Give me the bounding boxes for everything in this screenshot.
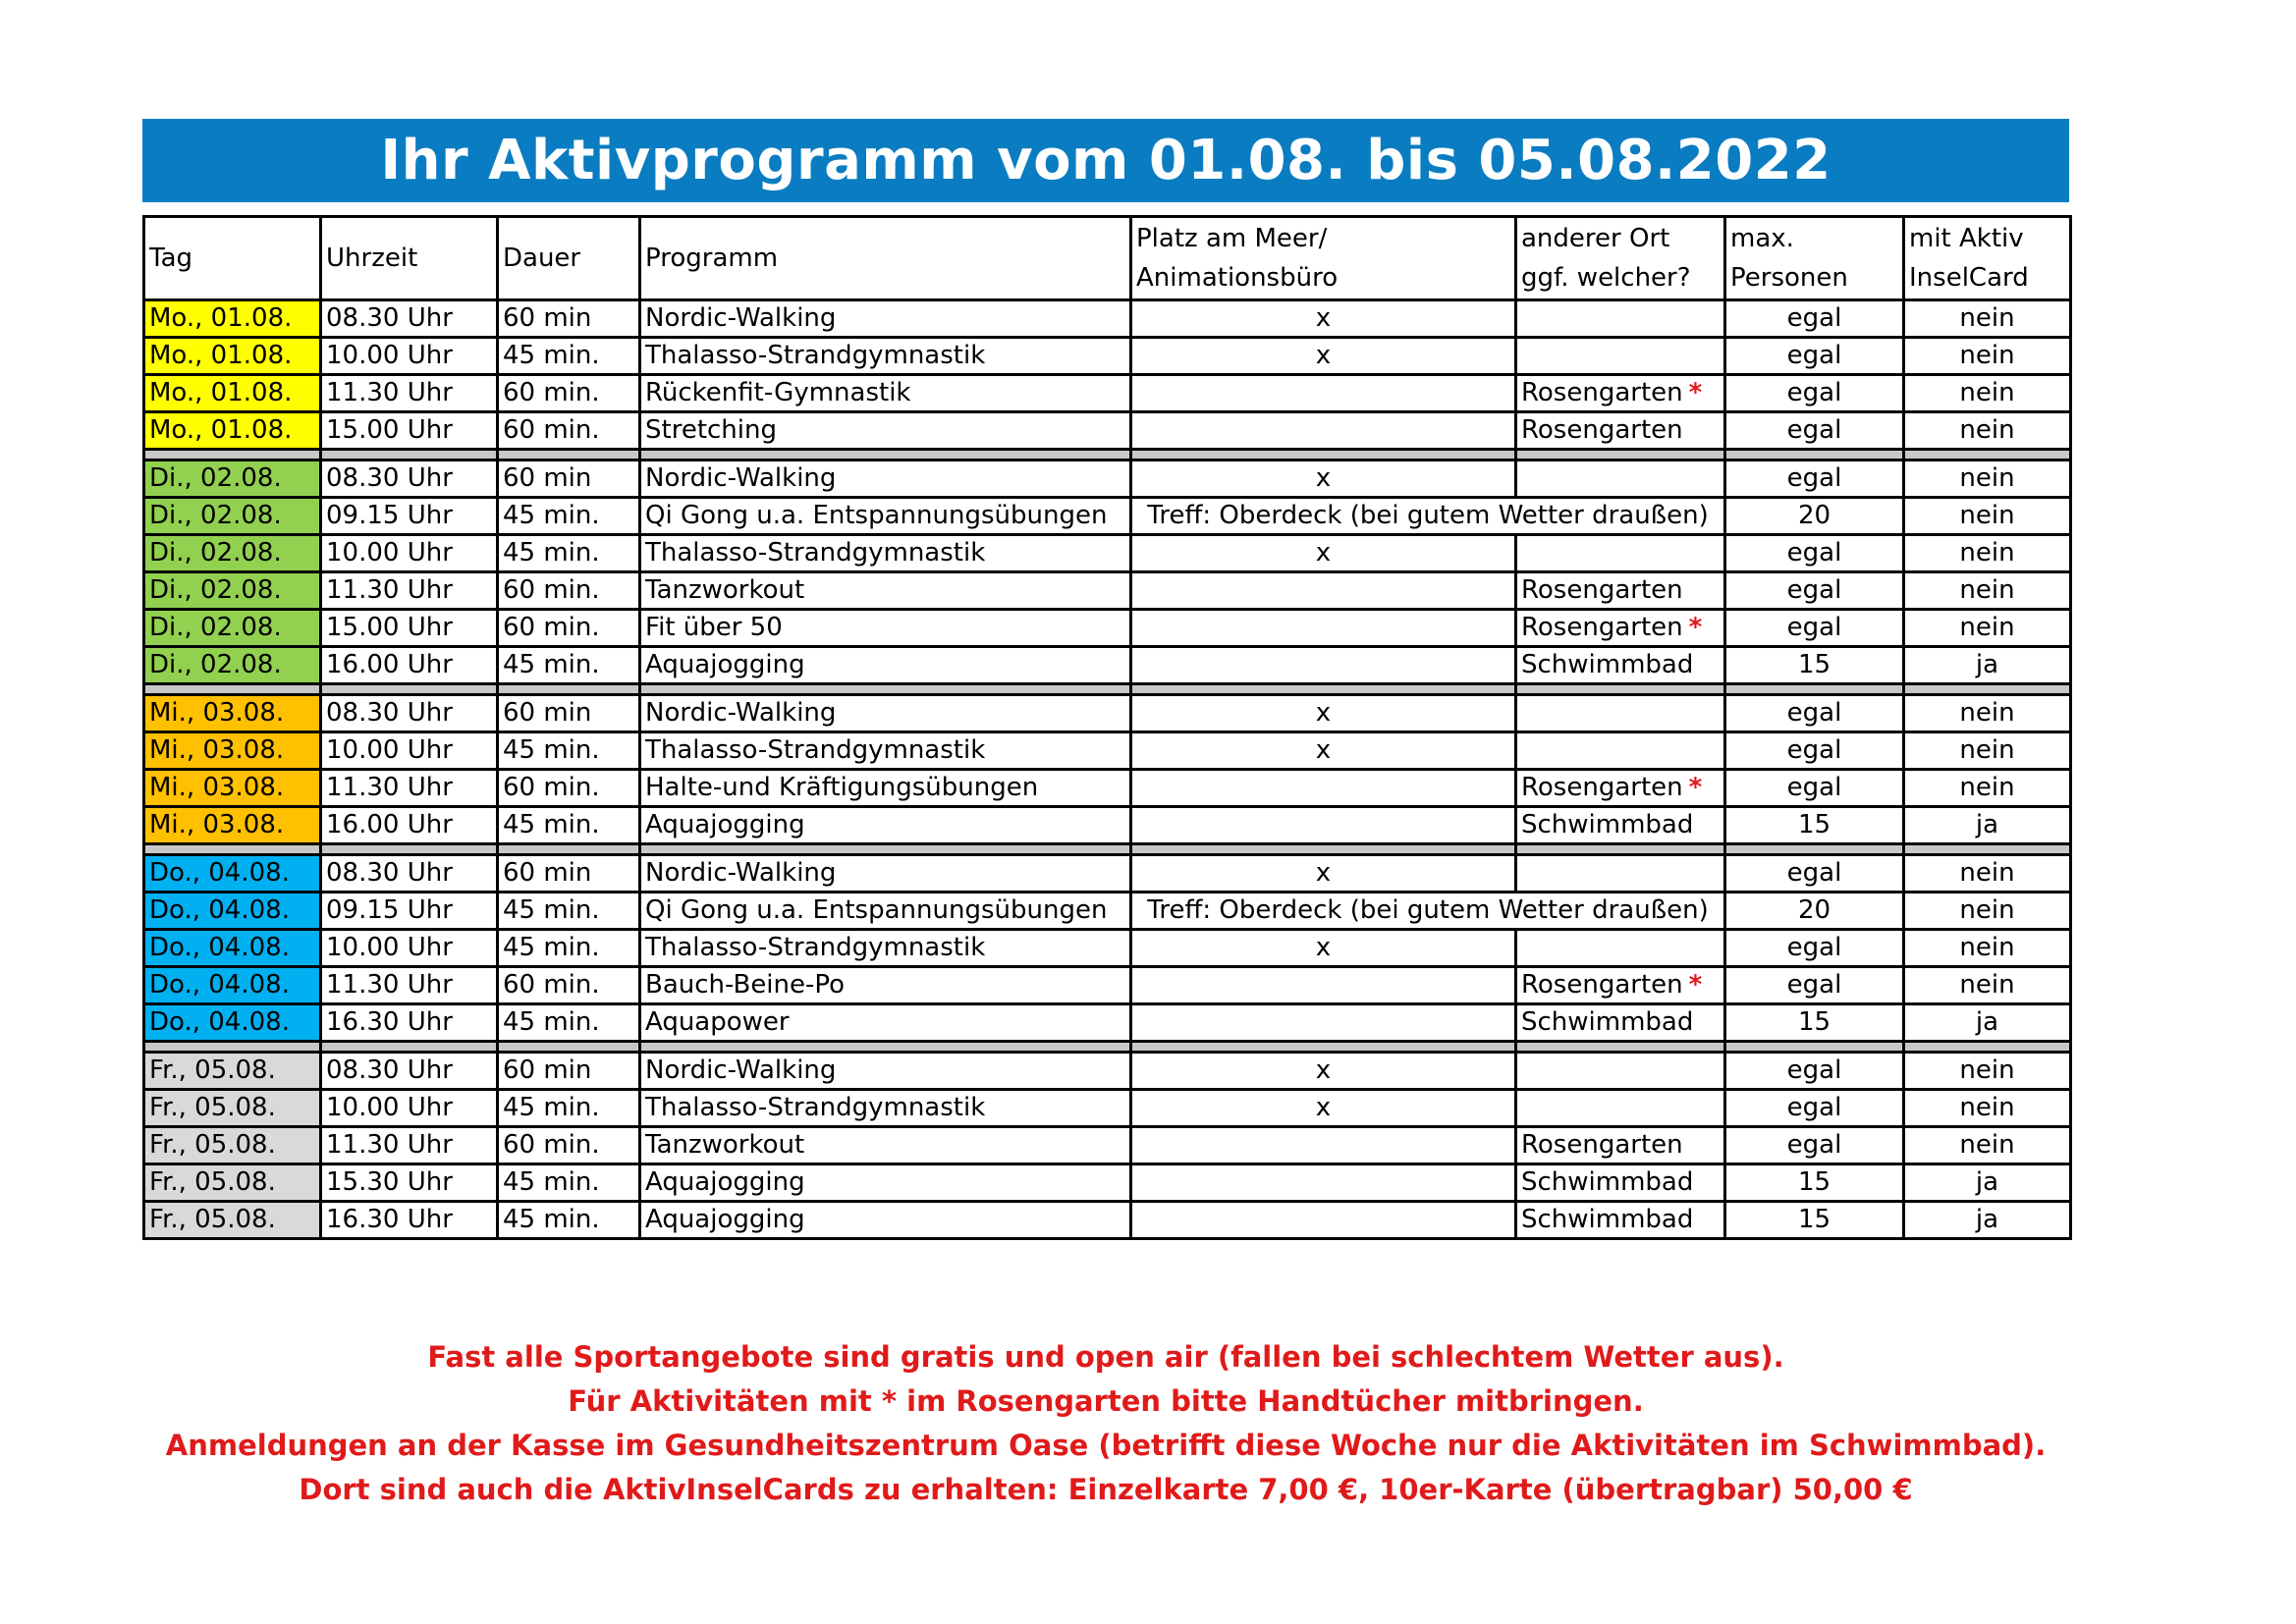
duration-cell: 60 min.	[498, 375, 640, 412]
location-cell	[1516, 1053, 1725, 1090]
location-cell	[1516, 1164, 1725, 1202]
insel-card-cell: nein	[1904, 375, 2071, 412]
separator-cell	[1131, 450, 1516, 460]
program-cell: Nordic-Walking	[640, 855, 1131, 893]
time-cell: 16.30 Uhr	[321, 1004, 498, 1042]
day-cell: Mi., 03.08.	[144, 695, 321, 732]
separator-cell	[498, 1042, 640, 1053]
day-separator	[144, 450, 2071, 460]
duration-cell: 60 min	[498, 460, 640, 498]
table-row	[144, 1164, 2071, 1202]
separator-cell	[144, 684, 321, 695]
table-row	[144, 1202, 2071, 1239]
separator-cell	[1904, 1042, 2071, 1053]
separator-cell	[498, 844, 640, 855]
program-cell: Qi Gong u.a. Entspannungsübungen	[640, 498, 1131, 535]
notes	[142, 1335, 2069, 1512]
day-cell: Do., 04.08.	[144, 855, 321, 893]
platz-cell: x	[1131, 930, 1516, 967]
max-persons-cell: 15	[1725, 1164, 1904, 1202]
insel-card-cell: nein	[1904, 695, 2071, 732]
platz-cell	[1131, 375, 1516, 412]
program-cell: Thalasso-Strandgymnastik	[640, 535, 1131, 572]
location-cell	[1516, 412, 1725, 450]
time-cell: 11.30 Uhr	[321, 375, 498, 412]
day-cell: Do., 04.08.	[144, 967, 321, 1004]
location-cell	[1516, 1202, 1725, 1239]
location-label: Schwimmbad	[1521, 810, 1694, 839]
location-cell	[1516, 460, 1725, 498]
location-cell	[1516, 1004, 1725, 1042]
separator-cell	[640, 1042, 1131, 1053]
day-cell: Di., 02.08.	[144, 610, 321, 647]
insel-card-cell: nein	[1904, 610, 2071, 647]
duration-cell: 45 min.	[498, 1090, 640, 1127]
program-cell: Halte-und Kräftigungsübungen	[640, 770, 1131, 807]
max-persons-cell: egal	[1725, 732, 1904, 770]
separator-cell	[1904, 450, 2071, 460]
platz-cell	[1131, 807, 1516, 844]
day-cell: Do., 04.08.	[144, 930, 321, 967]
duration-cell: 45 min.	[498, 535, 640, 572]
header-tag: Tag	[144, 217, 321, 300]
location-cell	[1516, 300, 1725, 338]
note-line: Dort sind auch die AktivInselCards zu erhalten: Einzelkarte 7,00 €, 10er-Karte (übertragbar) 50,00 €	[299, 1473, 1913, 1506]
day-cell: Mo., 01.08.	[144, 375, 321, 412]
day-cell: Di., 02.08.	[144, 572, 321, 610]
day-cell: Di., 02.08.	[144, 498, 321, 535]
insel-card-cell: nein	[1904, 535, 2071, 572]
time-cell: 08.30 Uhr	[321, 300, 498, 338]
platz-cell	[1131, 1127, 1516, 1164]
header-row	[144, 217, 2071, 300]
max-persons-cell: egal	[1725, 375, 1904, 412]
table-row	[144, 893, 2071, 930]
time-cell: 10.00 Uhr	[321, 930, 498, 967]
table-row	[144, 338, 2071, 375]
duration-cell: 60 min.	[498, 770, 640, 807]
max-persons-cell: 15	[1725, 807, 1904, 844]
location-label: Rosengarten	[1521, 378, 1683, 407]
location-cell	[1516, 807, 1725, 844]
location-label: Rosengarten	[1521, 575, 1683, 605]
program-cell: Rückenfit-Gymnastik	[640, 375, 1131, 412]
program-cell: Qi Gong u.a. Entspannungsübungen	[640, 893, 1131, 930]
day-cell: Fr., 05.08.	[144, 1202, 321, 1239]
program-cell: Thalasso-Strandgymnastik	[640, 1090, 1131, 1127]
separator-cell	[1131, 844, 1516, 855]
separator-cell	[1516, 684, 1725, 695]
insel-card-cell: nein	[1904, 1090, 2071, 1127]
max-persons-cell: egal	[1725, 930, 1904, 967]
time-cell: 16.00 Uhr	[321, 807, 498, 844]
duration-cell: 45 min.	[498, 1004, 640, 1042]
header-dauer: Dauer	[498, 217, 640, 300]
separator-cell	[1516, 1042, 1725, 1053]
separator-cell	[1725, 450, 1904, 460]
location-label: Rosengarten	[1521, 1130, 1683, 1160]
duration-cell: 45 min.	[498, 338, 640, 375]
location-cell	[1516, 930, 1725, 967]
duration-cell: 60 min.	[498, 412, 640, 450]
max-persons-cell: egal	[1725, 572, 1904, 610]
table-row	[144, 610, 2071, 647]
separator-cell	[640, 450, 1131, 460]
towel-required-marker: *	[1688, 773, 1703, 802]
separator-cell	[144, 450, 321, 460]
day-cell: Di., 02.08.	[144, 535, 321, 572]
max-persons-cell: egal	[1725, 412, 1904, 450]
day-cell: Di., 02.08.	[144, 460, 321, 498]
max-persons-cell: egal	[1725, 770, 1904, 807]
separator-cell	[640, 844, 1131, 855]
max-persons-cell: egal	[1725, 338, 1904, 375]
separator-cell	[321, 684, 498, 695]
table-row	[144, 460, 2071, 498]
day-cell: Do., 04.08.	[144, 893, 321, 930]
day-cell: Mi., 03.08.	[144, 807, 321, 844]
time-cell: 09.15 Uhr	[321, 893, 498, 930]
day-cell: Di., 02.08.	[144, 647, 321, 684]
table-row	[144, 930, 2071, 967]
insel-card-cell: nein	[1904, 412, 2071, 450]
duration-cell: 45 min.	[498, 893, 640, 930]
separator-cell	[144, 1042, 321, 1053]
duration-cell: 60 min.	[498, 572, 640, 610]
platz-cell: x	[1131, 300, 1516, 338]
separator-cell	[1725, 1042, 1904, 1053]
program-cell: Thalasso-Strandgymnastik	[640, 930, 1131, 967]
separator-cell	[1131, 1042, 1516, 1053]
location-cell	[1516, 535, 1725, 572]
platz-cell	[1131, 770, 1516, 807]
note-line: Für Aktivitäten mit * im Rosengarten bitte Handtücher mitbringen.	[568, 1384, 1644, 1418]
program-cell: Bauch-Beine-Po	[640, 967, 1131, 1004]
platz-cell	[1131, 967, 1516, 1004]
insel-card-cell: nein	[1904, 460, 2071, 498]
table-row	[144, 535, 2071, 572]
note-line: Anmeldungen an der Kasse im Gesundheitszentrum Oase (betrifft diese Woche nur die Aktivitäten im Schwimmbad).	[165, 1429, 2047, 1462]
program-cell: Nordic-Walking	[640, 1053, 1131, 1090]
table-row	[144, 1090, 2071, 1127]
day-cell: Fr., 05.08.	[144, 1127, 321, 1164]
towel-required-marker: *	[1688, 378, 1703, 407]
insel-card-cell: nein	[1904, 1127, 2071, 1164]
table-row	[144, 695, 2071, 732]
location-label: Schwimmbad	[1521, 650, 1694, 679]
duration-cell: 60 min.	[498, 1127, 640, 1164]
separator-cell	[1516, 844, 1725, 855]
program-cell: Nordic-Walking	[640, 695, 1131, 732]
header-uhrzeit: Uhrzeit	[321, 217, 498, 300]
insel-card-cell: nein	[1904, 893, 2071, 930]
duration-cell: 60 min	[498, 300, 640, 338]
time-cell: 11.30 Uhr	[321, 967, 498, 1004]
separator-cell	[1516, 450, 1725, 460]
location-cell	[1516, 1090, 1725, 1127]
page-title: Ihr Aktivprogramm vom 01.08. bis 05.08.2022	[142, 119, 2069, 202]
platz-cell: x	[1131, 535, 1516, 572]
program-cell: Nordic-Walking	[640, 460, 1131, 498]
location-cell	[1516, 572, 1725, 610]
platz-cell: x	[1131, 1090, 1516, 1127]
insel-card-cell: nein	[1904, 572, 2071, 610]
duration-cell: 45 min.	[498, 647, 640, 684]
header-ort: anderer Ort ggf. welcher?	[1516, 217, 1725, 300]
schedule-table	[142, 215, 2072, 1240]
max-persons-cell: egal	[1725, 300, 1904, 338]
header-max: max. Personen	[1725, 217, 1904, 300]
platz-cell: x	[1131, 1053, 1516, 1090]
day-separator	[144, 1042, 2071, 1053]
platz-cell	[1131, 647, 1516, 684]
separator-cell	[1725, 684, 1904, 695]
insel-card-cell: ja	[1904, 1164, 2071, 1202]
insel-card-cell: ja	[1904, 1004, 2071, 1042]
location-cell	[1516, 375, 1725, 412]
max-persons-cell: egal	[1725, 610, 1904, 647]
table-row	[144, 572, 2071, 610]
day-cell: Fr., 05.08.	[144, 1090, 321, 1127]
program-cell: Fit über 50	[640, 610, 1131, 647]
location-label: Rosengarten	[1521, 773, 1683, 802]
time-cell: 10.00 Uhr	[321, 732, 498, 770]
day-cell: Mi., 03.08.	[144, 732, 321, 770]
table-row	[144, 1127, 2071, 1164]
note-line: Fast alle Sportangebote sind gratis und open air (fallen bei schlechtem Wetter aus).	[427, 1340, 1784, 1374]
max-persons-cell: 20	[1725, 893, 1904, 930]
table-row	[144, 375, 2071, 412]
insel-card-cell: nein	[1904, 930, 2071, 967]
meeting-point-cell: Treff: Oberdeck (bei gutem Wetter draußen)	[1131, 498, 1725, 535]
max-persons-cell: egal	[1725, 1127, 1904, 1164]
time-cell: 16.30 Uhr	[321, 1202, 498, 1239]
time-cell: 11.30 Uhr	[321, 770, 498, 807]
duration-cell: 45 min.	[498, 1164, 640, 1202]
table-row	[144, 855, 2071, 893]
towel-required-marker: *	[1688, 970, 1703, 1000]
day-cell: Do., 04.08.	[144, 1004, 321, 1042]
schedule-body	[144, 300, 2071, 1239]
platz-cell	[1131, 572, 1516, 610]
location-cell	[1516, 770, 1725, 807]
insel-card-cell: ja	[1904, 807, 2071, 844]
day-cell: Mo., 01.08.	[144, 338, 321, 375]
time-cell: 08.30 Uhr	[321, 460, 498, 498]
max-persons-cell: egal	[1725, 967, 1904, 1004]
table-row	[144, 1004, 2071, 1042]
time-cell: 10.00 Uhr	[321, 535, 498, 572]
max-persons-cell: 15	[1725, 647, 1904, 684]
table-row	[144, 732, 2071, 770]
time-cell: 08.30 Uhr	[321, 855, 498, 893]
max-persons-cell: egal	[1725, 695, 1904, 732]
max-persons-cell: egal	[1725, 1053, 1904, 1090]
location-label: Rosengarten	[1521, 415, 1683, 445]
duration-cell: 60 min	[498, 855, 640, 893]
max-persons-cell: egal	[1725, 460, 1904, 498]
separator-cell	[640, 684, 1131, 695]
platz-cell	[1131, 1004, 1516, 1042]
platz-cell: x	[1131, 460, 1516, 498]
location-cell	[1516, 967, 1725, 1004]
location-cell	[1516, 647, 1725, 684]
duration-cell: 45 min.	[498, 930, 640, 967]
separator-cell	[1725, 844, 1904, 855]
duration-cell: 45 min.	[498, 732, 640, 770]
separator-cell	[1904, 684, 2071, 695]
day-cell: Mi., 03.08.	[144, 770, 321, 807]
insel-card-cell: nein	[1904, 338, 2071, 375]
insel-card-cell: nein	[1904, 1053, 2071, 1090]
time-cell: 09.15 Uhr	[321, 498, 498, 535]
program-cell: Thalasso-Strandgymnastik	[640, 732, 1131, 770]
day-cell: Fr., 05.08.	[144, 1053, 321, 1090]
separator-cell	[321, 1042, 498, 1053]
duration-cell: 60 min	[498, 1053, 640, 1090]
table-row	[144, 967, 2071, 1004]
duration-cell: 45 min.	[498, 498, 640, 535]
time-cell: 15.00 Uhr	[321, 610, 498, 647]
insel-card-cell: nein	[1904, 855, 2071, 893]
separator-cell	[144, 844, 321, 855]
platz-cell	[1131, 1202, 1516, 1239]
day-separator	[144, 684, 2071, 695]
time-cell: 10.00 Uhr	[321, 1090, 498, 1127]
location-cell	[1516, 855, 1725, 893]
program-cell: Tanzworkout	[640, 572, 1131, 610]
time-cell: 15.30 Uhr	[321, 1164, 498, 1202]
insel-card-cell: nein	[1904, 967, 2071, 1004]
platz-cell	[1131, 610, 1516, 647]
day-cell: Mo., 01.08.	[144, 412, 321, 450]
platz-cell: x	[1131, 855, 1516, 893]
duration-cell: 45 min.	[498, 1202, 640, 1239]
table-row	[144, 770, 2071, 807]
separator-cell	[321, 844, 498, 855]
insel-card-cell: nein	[1904, 732, 2071, 770]
day-cell: Fr., 05.08.	[144, 1164, 321, 1202]
separator-cell	[498, 450, 640, 460]
max-persons-cell: egal	[1725, 1090, 1904, 1127]
time-cell: 11.30 Uhr	[321, 572, 498, 610]
separator-cell	[1904, 844, 2071, 855]
program-cell: Tanzworkout	[640, 1127, 1131, 1164]
program-cell: Aquajogging	[640, 647, 1131, 684]
max-persons-cell: egal	[1725, 855, 1904, 893]
duration-cell: 60 min.	[498, 967, 640, 1004]
day-separator	[144, 844, 2071, 855]
table-row	[144, 498, 2071, 535]
header-platz: Platz am Meer/ Animationsbüro	[1131, 217, 1516, 300]
location-label: Schwimmbad	[1521, 1167, 1694, 1197]
program-cell: Stretching	[640, 412, 1131, 450]
table-row	[144, 807, 2071, 844]
location-label: Schwimmbad	[1521, 1205, 1694, 1234]
time-cell: 15.00 Uhr	[321, 412, 498, 450]
time-cell: 08.30 Uhr	[321, 1053, 498, 1090]
insel-card-cell: ja	[1904, 1202, 2071, 1239]
platz-cell: x	[1131, 695, 1516, 732]
insel-card-cell: nein	[1904, 770, 2071, 807]
program-cell: Aquajogging	[640, 1164, 1131, 1202]
max-persons-cell: 15	[1725, 1004, 1904, 1042]
location-label: Rosengarten	[1521, 970, 1683, 1000]
program-cell: Thalasso-Strandgymnastik	[640, 338, 1131, 375]
separator-cell	[1131, 684, 1516, 695]
table-row	[144, 300, 2071, 338]
header-card: mit Aktiv InselCard	[1904, 217, 2071, 300]
table-row	[144, 647, 2071, 684]
separator-cell	[498, 684, 640, 695]
location-cell	[1516, 695, 1725, 732]
insel-card-cell: nein	[1904, 300, 2071, 338]
duration-cell: 45 min.	[498, 807, 640, 844]
location-cell	[1516, 610, 1725, 647]
time-cell: 10.00 Uhr	[321, 338, 498, 375]
location-label: Rosengarten	[1521, 613, 1683, 642]
towel-required-marker: *	[1688, 613, 1703, 642]
location-label: Schwimmbad	[1521, 1007, 1694, 1037]
program-cell: Aquajogging	[640, 807, 1131, 844]
program-cell: Aquajogging	[640, 1202, 1131, 1239]
max-persons-cell: 15	[1725, 1202, 1904, 1239]
platz-cell: x	[1131, 338, 1516, 375]
duration-cell: 60 min	[498, 695, 640, 732]
day-cell: Mo., 01.08.	[144, 300, 321, 338]
max-persons-cell: egal	[1725, 535, 1904, 572]
max-persons-cell: 20	[1725, 498, 1904, 535]
time-cell: 11.30 Uhr	[321, 1127, 498, 1164]
duration-cell: 60 min.	[498, 610, 640, 647]
location-cell	[1516, 338, 1725, 375]
platz-cell	[1131, 1164, 1516, 1202]
header-programm: Programm	[640, 217, 1131, 300]
program-cell: Nordic-Walking	[640, 300, 1131, 338]
meeting-point-cell: Treff: Oberdeck (bei gutem Wetter draußen)	[1131, 893, 1725, 930]
location-cell	[1516, 732, 1725, 770]
location-cell	[1516, 1127, 1725, 1164]
platz-cell	[1131, 412, 1516, 450]
platz-cell: x	[1131, 732, 1516, 770]
time-cell: 16.00 Uhr	[321, 647, 498, 684]
table-row	[144, 412, 2071, 450]
separator-cell	[321, 450, 498, 460]
insel-card-cell: ja	[1904, 647, 2071, 684]
time-cell: 08.30 Uhr	[321, 695, 498, 732]
insel-card-cell: nein	[1904, 498, 2071, 535]
table-row	[144, 1053, 2071, 1090]
program-cell: Aquapower	[640, 1004, 1131, 1042]
